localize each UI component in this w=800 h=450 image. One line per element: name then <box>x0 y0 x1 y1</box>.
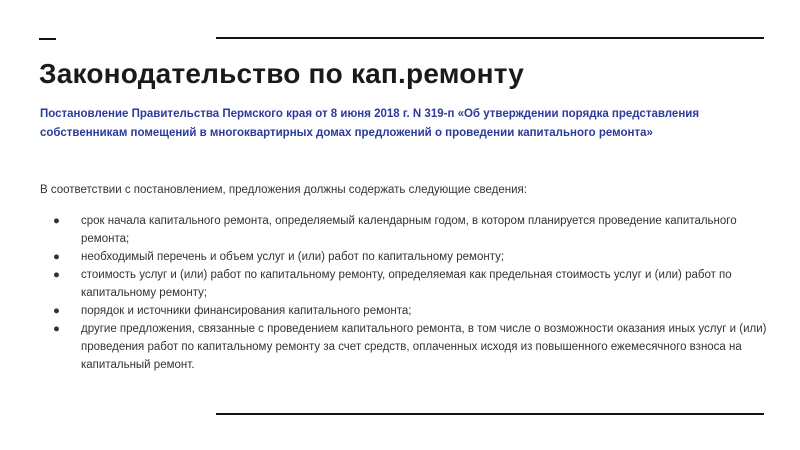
list-item <box>40 248 770 266</box>
requirements-list <box>40 212 770 374</box>
list-item <box>40 266 770 302</box>
intro-text: В соответствии с постановлением, предложения должны содержать следующие сведения: <box>40 184 527 196</box>
list-item <box>40 302 770 320</box>
bullet-icon: ● <box>53 323 60 335</box>
top-long-rule <box>216 37 764 39</box>
bullet-icon: ● <box>53 305 60 317</box>
list-item-text: срок начала капитального ремонта, определяемый календарным годом, в котором планируется проведение капитального ремонта; <box>81 215 737 245</box>
decree-subtitle: Постановление Правительства Пермского края от 8 июня 2018 г. N 319-п «Об утверждении порядка представления собственникам помещений в многоквартирных домах предложений о проведении капитального ремонта» <box>40 108 700 139</box>
list-item-text: необходимый перечень и объем услуг и (или) работ по капитальному ремонту; <box>81 251 505 263</box>
slide-title: Законодательство по кап.ремонту <box>39 58 525 89</box>
list-item <box>40 320 770 374</box>
list-item-text: порядок и источники финансирования капитального ремонта; <box>81 305 412 317</box>
bullet-icon: ● <box>53 215 60 227</box>
list-item-text: стоимость услуг и (или) работ по капитальному ремонту, определяемая как предельная стоимость услуг и (или) работ по капитальному ремонту; <box>81 269 732 299</box>
bottom-rule <box>216 413 764 415</box>
list-item-text: другие предложения, связанные с проведением капитального ремонта, в том числе о возможности оказания иных услуг и (или) проведения работ по капитальному ремонту за счет средств, оплаченных исходя из повышенного ежемесячного взноса на капитальный ремонт. <box>81 323 767 371</box>
top-short-rule <box>39 38 56 40</box>
list-item <box>40 212 770 248</box>
bullet-icon: ● <box>53 269 60 281</box>
bullet-icon: ● <box>53 251 60 263</box>
